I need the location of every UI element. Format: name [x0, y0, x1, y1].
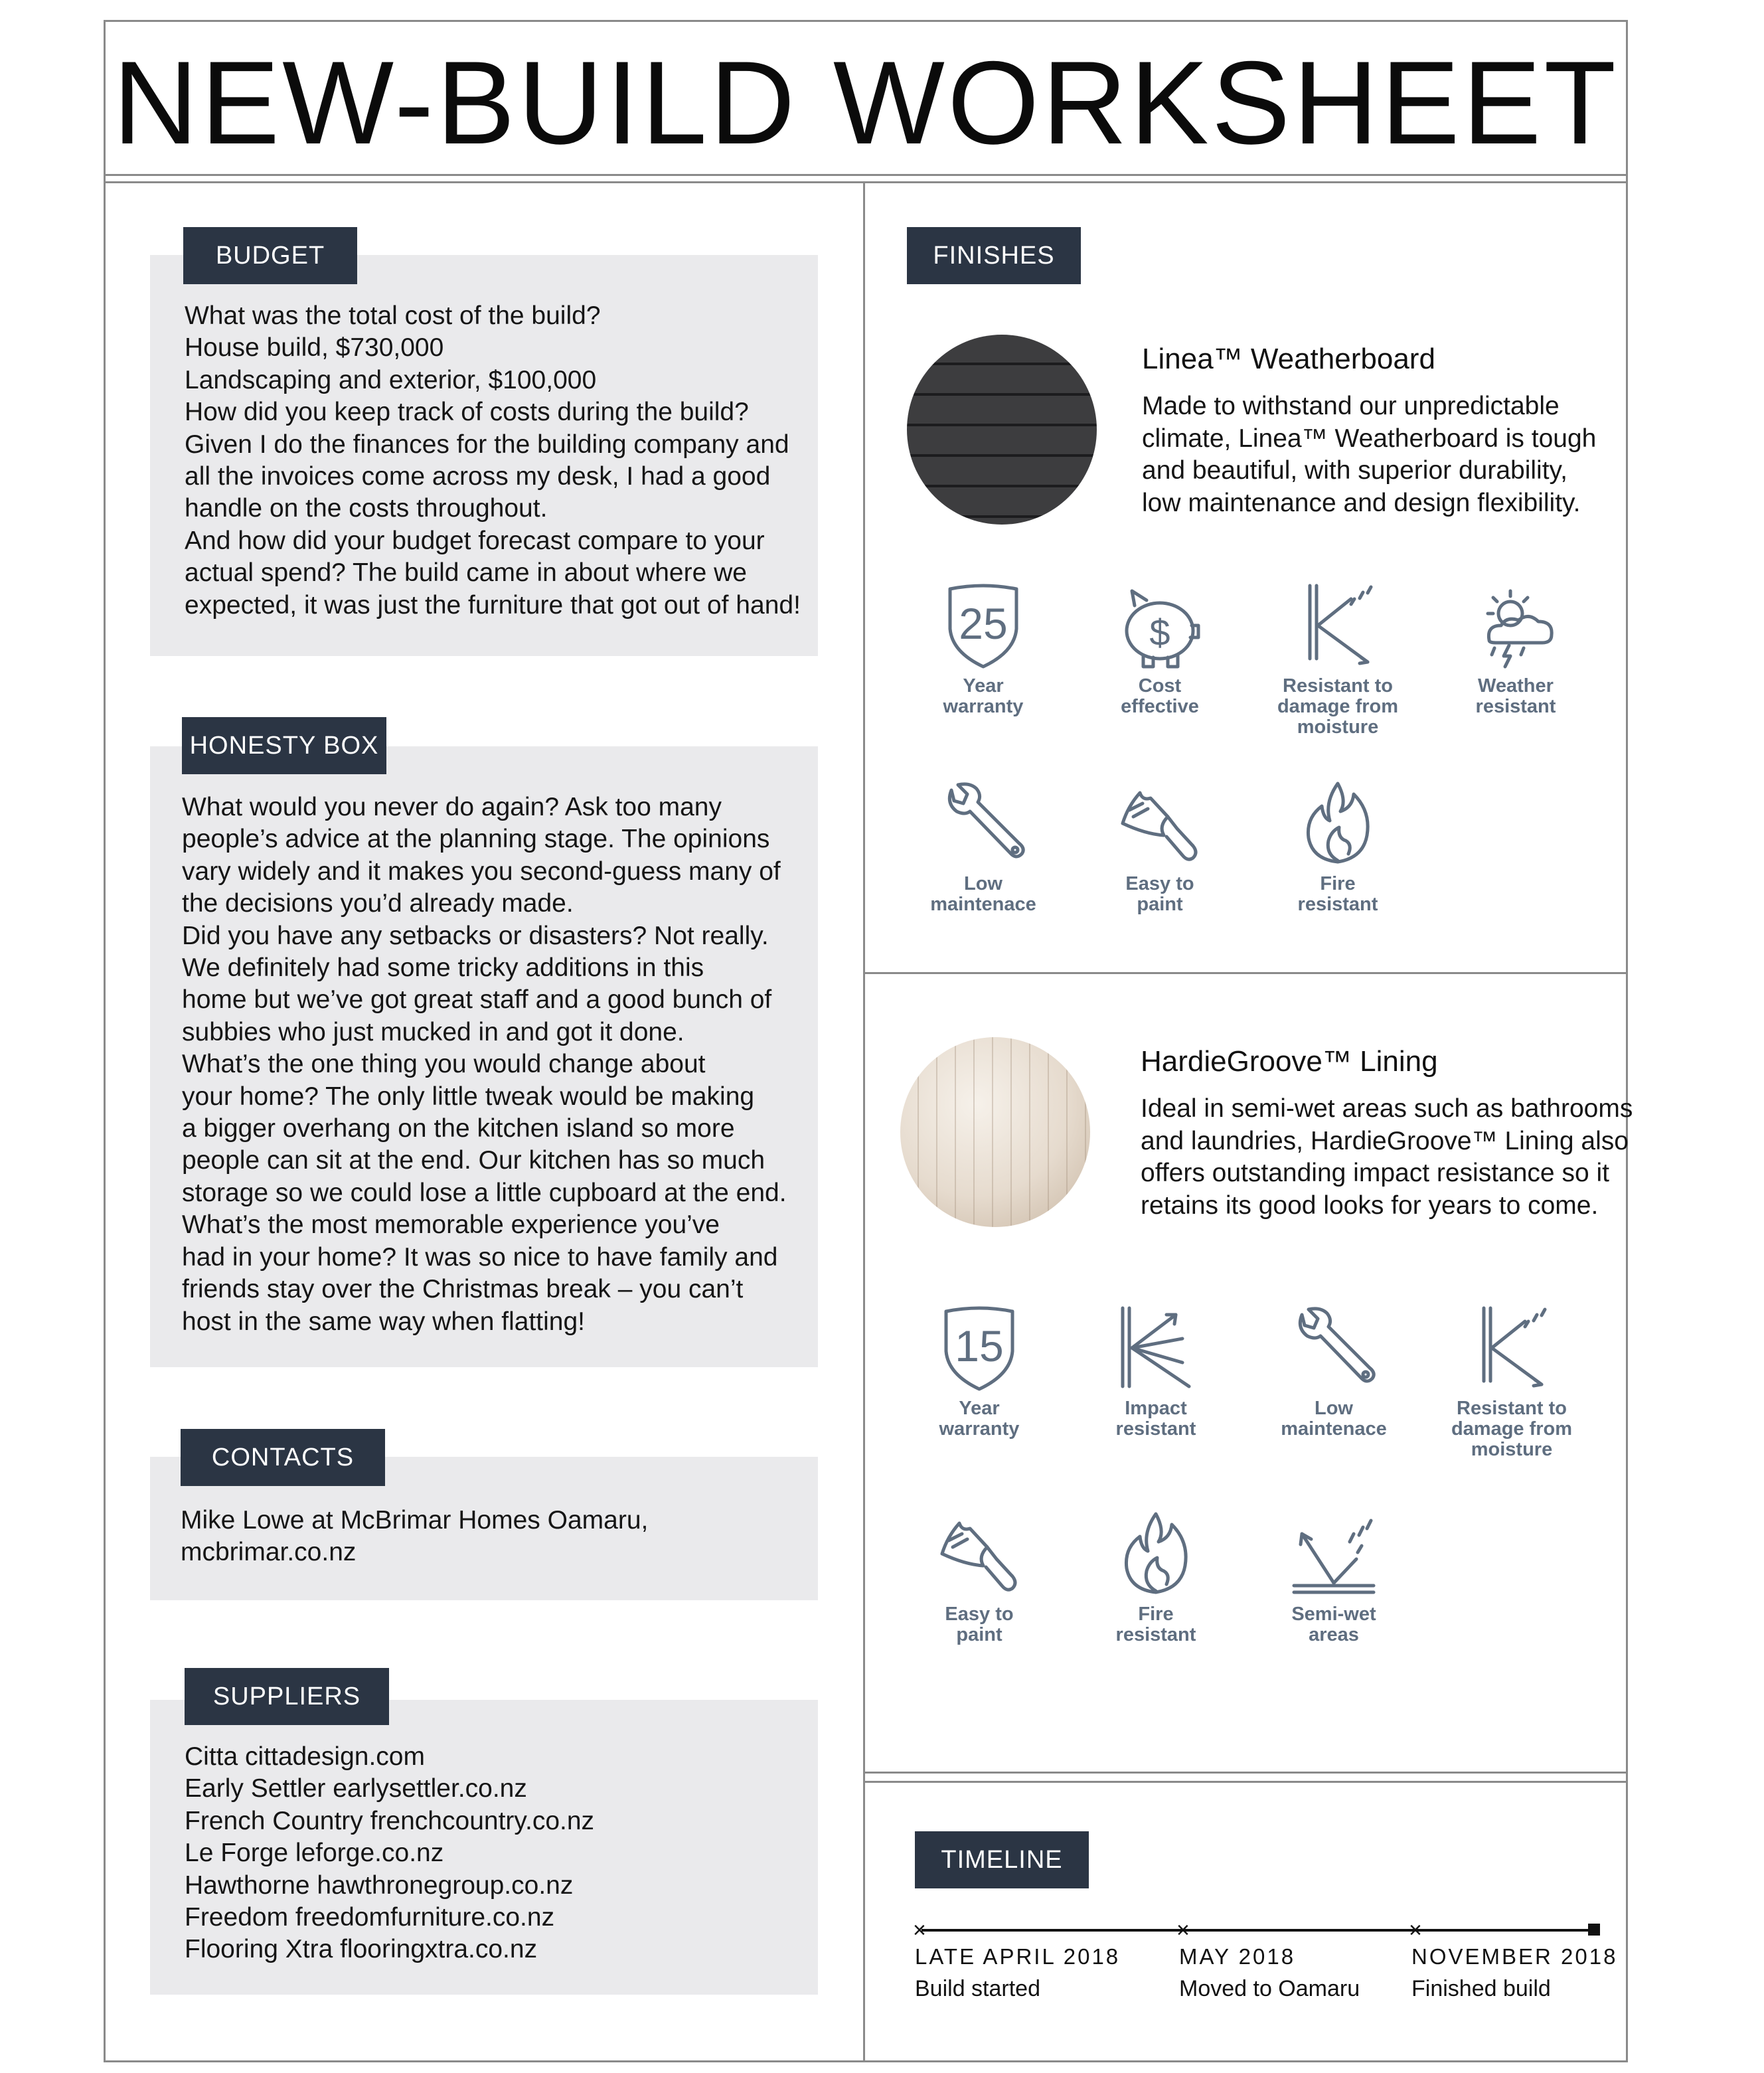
- feature-label-line: Year: [963, 675, 1004, 697]
- fire-icon: [1261, 777, 1414, 870]
- title-divider-top: [104, 174, 1628, 176]
- supplier-line: Citta cittadesign.com: [185, 1742, 425, 1771]
- feature-fire: [1080, 1507, 1232, 1645]
- product-title-linea: Linea™ Weatherboard: [1142, 343, 1435, 375]
- feature-label: [907, 874, 1060, 915]
- fire-icon: [1080, 1507, 1232, 1600]
- feature-label: [1257, 1398, 1410, 1440]
- honesty-line: subbies who just mucked in and got it done.: [182, 1017, 684, 1046]
- honesty-line: What’s the one thing you would change about: [182, 1050, 706, 1079]
- feature-label-line: paint: [956, 1624, 1002, 1645]
- page-title: NEW-BUILD WORKSHEET: [112, 37, 1619, 169]
- supplier-line: French Country frenchcountry.co.nz: [185, 1806, 595, 1835]
- feature-label-line: damage from: [1277, 696, 1399, 717]
- feature-paintbrush: [1083, 777, 1236, 915]
- supplier-line: Le Forge leforge.co.nz: [185, 1839, 444, 1868]
- feature-label-line: Year: [959, 1398, 1000, 1419]
- feature-label: [903, 1604, 1056, 1645]
- feature-label-line: resistant: [1115, 1624, 1196, 1645]
- budget-line: And how did your budget forecast compare to your: [185, 526, 765, 555]
- feature-label-line: maintenace: [930, 894, 1036, 915]
- budget-line: Given I do the finances for the building company and: [185, 430, 789, 459]
- feature-label-line: Fire: [1138, 1604, 1174, 1625]
- honesty-line: vary widely and it makes you second-guess many of: [182, 857, 781, 886]
- honesty-line: had in your home? It was so nice to have family and: [182, 1242, 778, 1272]
- contacts-tag: CONTACTS: [181, 1429, 385, 1486]
- honesty-line: host in the same way when flatting!: [182, 1307, 585, 1336]
- product-title-hardiegroove: HardieGroove™ Lining: [1141, 1045, 1438, 1078]
- timeline-marker-1: ×: [913, 1918, 926, 1943]
- honesty-line: We definitely had some tricky additions in this: [182, 954, 704, 983]
- feature-shield: [903, 1301, 1056, 1440]
- budget-line: Landscaping and exterior, $100,000: [185, 365, 597, 394]
- contacts-line: Mike Lowe at McBrimar Homes Oamaru,: [181, 1506, 649, 1534]
- product-desc-line: retains its good looks for years to come.: [1141, 1191, 1599, 1220]
- supplier-line: Freedom freedomfurniture.co.nz: [185, 1903, 555, 1932]
- feature-label: [903, 1398, 1056, 1440]
- feature-label-line: Resistant to: [1457, 1398, 1567, 1419]
- warranty-years: 25: [959, 599, 1008, 648]
- feature-label-line: Weather: [1478, 675, 1554, 697]
- feature-label-line: Easy to: [1125, 873, 1194, 894]
- feature-wrench: [907, 777, 1060, 915]
- budget-line: How did you keep track of costs during the build?: [185, 398, 749, 427]
- impact-icon: [1080, 1301, 1232, 1394]
- feature-label: [1439, 676, 1592, 717]
- moisture-icon: [1435, 1301, 1588, 1394]
- feature-label-line: maintenace: [1281, 1418, 1387, 1440]
- feature-label-line: moisture: [1471, 1439, 1553, 1460]
- timeline-desc-2: Moved to Oamaru: [1179, 1976, 1360, 2001]
- suppliers-tag: SUPPLIERS: [185, 1668, 389, 1725]
- supplier-line: Flooring Xtra flooringxtra.co.nz: [185, 1935, 538, 1964]
- budget-line: What was the total cost of the build?: [185, 301, 601, 330]
- budget-line: all the invoices come across my desk, I had a good: [185, 462, 771, 491]
- shield-icon: [903, 1301, 1056, 1394]
- feature-moisture: [1435, 1301, 1588, 1460]
- feature-label-line: Semi-wet: [1291, 1604, 1376, 1625]
- timeline-divider-top: [863, 1772, 1628, 1774]
- feature-moisture: [1261, 579, 1414, 738]
- feature-piggy-bank: [1083, 579, 1236, 717]
- budget-line: expected, it was just the furniture that got out of hand!: [185, 590, 801, 620]
- feature-impact: [1080, 1301, 1232, 1440]
- feature-label: [1083, 676, 1236, 717]
- title-divider-bottom: [104, 181, 1628, 183]
- product-desc-hardiegroove: [1141, 1093, 1633, 1222]
- feature-label-line: warranty: [939, 1418, 1020, 1440]
- budget-line: actual spend? The build came in about where we: [185, 558, 747, 588]
- timeline-end-marker: [1588, 1924, 1600, 1936]
- honesty-line: What’s the most memorable experience you’ve: [182, 1210, 720, 1240]
- feature-label-line: Resistant to: [1283, 675, 1393, 697]
- feature-label-line: Easy to: [945, 1604, 1014, 1625]
- piggy-bank-icon: [1083, 579, 1236, 672]
- product-desc-linea: [1142, 390, 1596, 519]
- feature-label: [907, 676, 1060, 717]
- feature-label-line: Impact: [1125, 1398, 1187, 1419]
- timeline-divider-bottom: [863, 1781, 1628, 1783]
- timeline-marker-2: ×: [1176, 1918, 1190, 1943]
- semi-wet-icon: [1257, 1507, 1410, 1600]
- honesty-text: [182, 791, 787, 1338]
- feature-weather: [1439, 579, 1592, 717]
- finish-divider: [863, 972, 1628, 974]
- honesty-tag: HONESTY BOX: [182, 717, 386, 774]
- product-desc-line: offers outstanding impact resistance so it: [1141, 1159, 1609, 1187]
- finishes-tag: FINISHES: [907, 227, 1081, 284]
- paintbrush-icon: [1083, 777, 1236, 870]
- feature-label: [1261, 676, 1414, 738]
- timeline-desc-3: Finished build: [1411, 1976, 1551, 2001]
- feature-label: [1080, 1604, 1232, 1645]
- contacts-text: [181, 1505, 648, 1569]
- feature-label-line: Low: [1315, 1398, 1353, 1419]
- feature-label-line: effective: [1121, 696, 1199, 717]
- wrench-icon: [907, 777, 1060, 870]
- feature-label: [1080, 1398, 1232, 1440]
- feature-label-line: Cost: [1138, 675, 1182, 697]
- lining-swatch: [900, 1037, 1090, 1227]
- timeline-date-1: LATE APRIL 2018: [915, 1944, 1121, 1969]
- feature-label-line: resistant: [1115, 1418, 1196, 1440]
- timeline-desc-1: Build started: [915, 1976, 1040, 2001]
- honesty-line: Did you have any setbacks or disasters? Not really.: [182, 921, 769, 950]
- wrench-icon: [1257, 1301, 1410, 1394]
- feature-label: [1435, 1398, 1588, 1460]
- budget-line: House build, $730,000: [185, 333, 444, 363]
- feature-label-line: resistant: [1297, 894, 1378, 915]
- product-desc-line: climate, Linea™ Weatherboard is tough: [1142, 424, 1597, 453]
- timeline-marker-3: ×: [1409, 1918, 1422, 1943]
- feature-label: [1257, 1604, 1410, 1645]
- feature-label-line: paint: [1137, 894, 1183, 915]
- timeline-date-2: MAY 2018: [1179, 1944, 1296, 1969]
- moisture-icon: [1261, 579, 1414, 672]
- svg-text:$: $: [1149, 612, 1170, 653]
- honesty-line: the decisions you’d already made.: [182, 889, 574, 918]
- feature-label-line: warranty: [943, 696, 1024, 717]
- feature-paintbrush: [903, 1507, 1056, 1645]
- feature-label-line: Low: [964, 873, 1002, 894]
- product-desc-line: low maintenance and design flexibility.: [1142, 488, 1581, 517]
- honesty-line: storage so we could lose a little cupboard at the end.: [182, 1178, 787, 1207]
- feature-label-line: moisture: [1297, 716, 1379, 738]
- feature-label: [1261, 874, 1414, 915]
- budget-text: [185, 300, 801, 622]
- weatherboard-swatch: [907, 335, 1097, 525]
- honesty-line: What would you never do again? Ask too many: [182, 793, 722, 821]
- timeline-date-3: NOVEMBER 2018: [1411, 1944, 1618, 1969]
- feature-label-line: resistant: [1475, 696, 1556, 717]
- supplier-line: Hawthorne hawthronegroup.co.nz: [185, 1870, 574, 1900]
- feature-wrench: [1257, 1301, 1410, 1440]
- budget-tag: BUDGET: [183, 227, 357, 284]
- product-desc-line: Made to withstand our unpredictable: [1142, 392, 1560, 420]
- timeline-line: [922, 1929, 1596, 1932]
- product-desc-line: and laundries, HardieGroove™ Lining also: [1141, 1126, 1629, 1155]
- honesty-line: your home? The only little tweak would be making: [182, 1082, 755, 1111]
- feature-label-line: areas: [1309, 1624, 1359, 1645]
- warranty-years: 15: [955, 1321, 1004, 1370]
- paintbrush-icon: [903, 1507, 1056, 1600]
- product-desc-line: Ideal in semi-wet areas such as bathrooms: [1141, 1094, 1633, 1123]
- honesty-line: a bigger overhang on the kitchen island so more: [182, 1114, 735, 1143]
- feature-semi-wet: [1257, 1507, 1410, 1645]
- feature-shield: [907, 579, 1060, 717]
- feature-label-line: damage from: [1451, 1418, 1573, 1440]
- feature-label: [1083, 874, 1236, 915]
- product-desc-line: and beautiful, with superior durability,: [1142, 456, 1567, 485]
- suppliers-text: [185, 1741, 594, 1966]
- supplier-line: Early Settler earlysettler.co.nz: [185, 1774, 527, 1803]
- honesty-line: people’s advice at the planning stage. The opinions: [182, 825, 770, 854]
- timeline-tag: TIMELINE: [915, 1831, 1089, 1888]
- contacts-line: mcbrimar.co.nz: [181, 1538, 357, 1567]
- honesty-line: people can sit at the end. Our kitchen has so much: [182, 1146, 765, 1175]
- feature-fire: [1261, 777, 1414, 915]
- feature-label-line: Fire: [1320, 873, 1356, 894]
- shield-icon: [907, 579, 1060, 672]
- honesty-line: friends stay over the Christmas break – you can’t: [182, 1275, 744, 1304]
- honesty-line: home but we’ve got great staff and a good bunch of: [182, 985, 772, 1015]
- weather-icon: [1439, 579, 1592, 672]
- budget-line: handle on the costs throughout.: [185, 494, 548, 523]
